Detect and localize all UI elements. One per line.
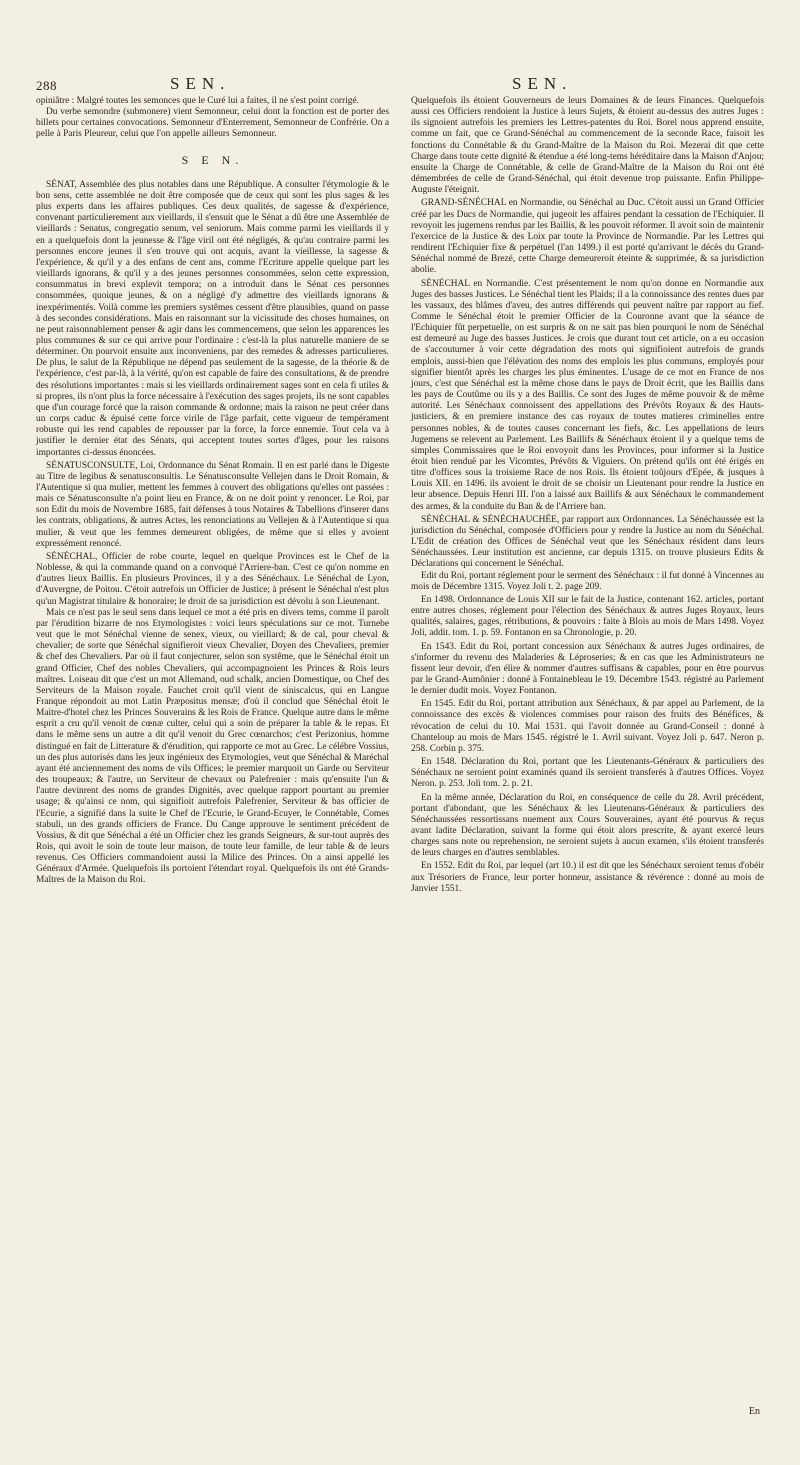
ordinance-1545: En 1545. Edit du Roi, portant attribution aux Sénéchaux, & par appel au Parlement, de la connoissance des excès & violences commises pour raison des fruits des Bénéfices, & révocation de celui du 10. Mai 1531. qui l'avoit donnée au Grand-Conseil : donné à Chanteloup au mois de Mars 1545. régistré le 1. Avril suivant. Voyez Joli p. 647. Neron p. 258. Corbin p. 375. <box>411 699 764 754</box>
entry-senechal-normandie: SÉNÉCHAL en Normandie. C'est présentement le nom qu'on donne en Normandie aux Juges des basses Justices. Le Sénéchal tient les Plaids; il a la connoissance des rentes dues par les vassaux, des blâmes d'aveu, des autres différends qui peuvent naître par rapport au fief. Comme le Sénéchal étoit le premier Officier de la Couronne avant que la séance de l'Echiquier fût perpetuelle, on est surpris & on ne sait pas bien pourquoi le nom de Sénéchal est demeuré au Juge des basses Justices. Je crois que durant tout cet article, on a eu occasion de s'accoutumer à voir cette dégradation des mots qui signifioient autrefois de grands emplois, aussi-bien que l'élévation des noms des emplois les plus communs, employés pour signifier bientôt après les charges les plus éminentes. L'usage de ce mot en France de nos jours, c'est que Sénéchal est la même chose dans le pays de Droit écrit, que les Baillis dans les pays de Coutûme ou ils y a des Baillis. Ce sont des Juges de même pouvoir & de même autorité. Les Sénéchaux connoissent des appellations des Prévôts Royaux & des Hauts-justiciers, & en premiere instance des cas royaux de toutes matieres criminelles entre personnes nobles, & de toutes causes concernant les fiefs, &c. Les appellations de leurs Jugemens se relevent au Parlement. Les Baillifs & Sénéchaux étoient il y a quelque tems de simples Commissaires que le Roi envoyoit dans les Provinces, pour informer si la Justice étoit bien renduë par les Vicomtes, Prévôts & Viguiers. On prétend qu'ils ont été érigés en titre d'offices sous la troisieme Race de nos Rois. Ils étoient toûjours d'Epée, & jusques à Louis XII. en 1496. ils avoient le droit de se choisir un Lieutenant pour rendre la Justice en leur absence. Depuis Henri III. l'on a laissé aux Baillifs & aux Sénéchaux le commandement des armes, & la conduite du Ban & de l'Arriere ban. <box>411 278 764 512</box>
right-column <box>411 96 764 895</box>
running-head-right: SEN. <box>512 74 573 93</box>
section-heading: S E N. <box>181 152 244 167</box>
entry-senat: SÉNAT, Assemblée des plus notables dans une République. A consulter l'étymologie & le bon sens, cette assemblée ne doit être composée que de ceux qui sont les plus sages & les plus experts dans les affaires publiques. Ces deux qualités, de sagesse & d'expérience, convenant particulierement aux vieillards, il s'ensuit que le Sénat a dû être une Assemblée de vieillards : Senatus, congregatio senum, vel seniorum. Mais comme parmi les vieillards il y en a quelquefois dont la jeunesse & l'âge viril ont été négligés, & qu'au contraire parmi les personnes encore jeunes il s'en trouve qui ont acquis, avant la vieillesse, la sagesse & l'expérience, & qu'il y a des enfans de cent ans, comme l'Ecriture appelle quelque part les vieillards ignorans, & qu'il y a des jeunes personnes consommées, selon cette expression, consummatus in brevi explevit tempora; on a introduit dans le Sénat ces personnes consommées, quoique jeunes, & on a négligé d'y admettre des vieillards ignorans & inexpérimentés. Voilà comme les premiers systêmes cessent d'être plausibles, quand on passe à des secondes considérations. Mais en raisonnant sur la vicissitude des choses humaines, on ne peut raisonnablement penser & agir dans les commencemens, que selon les apparences les plus communes & sur ce qui arrive pour l'ordinaire : c'est-là la plus naturelle maniere de se déterminer. On pourvoit ensuite aux inconveniens, par des remedes & adresses particulieres. De plus, le salut de la République ne dépend pas seulement de la sagesse, de la théorie & de l'expérience, c'est par-là, à la vérité, qu'on est capable de faire des consultations, & de prendre des résolutions importantes : mais si les vieillards ordinairement sages sont en cela fi utiles & si propres, ils n'ont plus la force nécessaire à l'exécution des sages projets, ils ne sont capables que d'un courage forcé que la raison commande & ordonne; mais la raison ne peut créer dans un corps caduc & épuisé cette force virile de l'âge parfait, cette vigueur de tempérament robuste qui les rend capables de repousser par la force, la force ennemie. Tout cela va à justifier le dernier état des Sénats, qui acceptent toutes sortes d'âges, pour les raisons importantes ci-dessus énoncées. <box>36 179 389 458</box>
entry-senechal-etymology: Mais ce n'est pas le seul sens dans lequel ce mot a été pris en divers tems, comme il paroît par l'érudition bizarre de nos Etymologistes : voici leurs spéculations sur ce mot. Turnebe veut que le mot Sénéchal vienne de senex, vieux, ou vieillard; & de cal, pour cheval & chevalier; de sorte que Sénéchal signifieroit vieux Chevalier, Doyen des Chevaliers, premier & chef des Chevaliers. Par où il faut conjecturer, selon son systême, que le Sénéchal étoit un grand Officier, Chef des nobles Chevaliers, qui accompagnoient les Princes & Rois leurs maîtres. Loiseau dit que c'est un mot Allemand, oud schalk, ancien Domestique, ou Chef des Serviteurs de la Maison royale. Fauchet croit qu'il vient de siniscalcus, qui en Langue Franque répondoit au mot Latin Præpositus mensæ; d'où il conclud que Sénéchal étoit le Maitre-d'hotel chez les Princes Souverains & les Rois de France. Quelque autre dans le même esprit a cru qu'il venoit de cœnæ culter, celui qui a soin de préparer la table & le repas. Et dans le même sens un autre a dit qu'il venoit du Grec cœnarchos; c'est Perizonius, homme distingué en fait de Litterature & d'érudition, qui rapporte ce mot au Grec. Le célébre Vossius, un des plus autorisés dans les jeux ingénieux des Etymologies, veut que Sénéchal & Maréchal ayant été anciennement des noms de vils Offices; le premier marquoit un Garde ou Serviteur des troupeaux; & l'autre, un Serviteur de chevaux ou Palefrenier : mais qu'ensuite l'un & l'autre devinrent des noms de grandes Dignités, avec quelque rapport pourtant au premier usage; & qu'ainsi ce nom, qui signifioit autrefois Palefrenier, Serviteur & bas officier de l'Ecurie, a signifié dans la suite le Chef de l'Ecurie, le Grand-Ecuyer, le Connétable, Comes stabuli, un des grands officiers de France. Du Cange approuve le sentiment précédent de Vossius, & dit que Sénéchal a été un Officier chez les grands Seigneurs, & sur-tout auprès des Rois, qui avoit le soin de toute leur maison, de toute leur famille, de leur table & de leurs revenus. Ces Officiers commandoient aussi la Milice des Princes. On a ainsi appellé les Généraux d'Armée. Quelquefois ils portoient l'étendart royal. Quelquefois ils ont été Grands-Maîtres de la Maison du Roi. <box>36 607 389 886</box>
ordinance-1552: En 1552. Edit du Roi, par lequel (art 10.) il est dit que les Sénéchaux seroient tenus d'obéir aux Trésoriers de France, leur porter honneur, assistance & révérence : donné au mois de Janvier 1551. <box>411 861 764 894</box>
ordinance-1498: En 1498. Ordonnance de Louis XII sur le fait de la Justice, contenant 162. articles, portant entre autres choses, réglement pour l'élection des Sénéchaux & autres Juges Royaux, leurs qualités, salaires, gages, rétributions, & pouvoirs : faite à Blois au mois de Mars 1498. Voyez Joli, addit. tom. 1. p. 59. Fontanon en sa Chronologie, p. 20. <box>411 594 764 639</box>
ordinance-1548: En 1548. Déclaration du Roi, portant que les Lieutenants-Généraux & particuliers des Sénéchaux ne seroient point examinés quand ils seroient transferés à d'autres Offices. Voyez Neron. p. 253. Joli tom. 2. p. 21. <box>411 757 764 790</box>
entry-continuation: Quelquefois ils étoient Gouverneurs de leurs Domaines & de leurs Finances. Quelquefois aussi ces Officiers rendoient la Justice à leurs Sujets, & étoient au-dessus des autres Juges : ils signoient autrefois les premiers les Lettres-patentes du Roi. Borel nous apprend ensuite, comme un fait, que ce Grand-Sénéchal au commencement de la seconde Race, faisoit les fonctions du Connétable & du Grand-Maître de la Maison du Roi. Mezerai dit que cette Charge dans toute cette dignité & étendue a été long-tems héréditaire dans la Maison d'Anjou; ensuite la Charge de Connétable, & celle de Grand-Maître de la Maison du Roi ont été démembrées de celle de Grand-Sénéchal, qui étoit devenue trop puissante. Enfin Philippe-Auguste l'éteignit. <box>411 96 764 196</box>
intro-paragraph: opiniâtre : Malgré toutes les semonces que le Curé lui a faites, il ne s'est point corrigé. <box>36 96 359 106</box>
entry-senatusconsulte: SÉNATUSCONSULTE, Loi, Ordonnance du Sénat Romain. Il en est parlé dans le Digeste au Titre de legibus & senatusconsultis. Le Sénatusconsulte Vellejen dans le Droit Romain, & l'Autentique si qua mulier, mettent les femmes à couvert des obligations qu'elles ont passées : mais ce Sénatusconsulte n'a point lieu en France, & on ne doit point y renoncer. Le Roi, par son Edit du mois de Novembre 1685, fait défenses à tous Notaires & Tabellions d'inserer dans les contrats, obligations, & autres Actes, les renonciations au Vellejen & à l'Autentique si qua mulier, & veut que les femmes demeurent obligées, de même que si elles y avoient expressément renoncé. <box>36 460 389 549</box>
intro-paragraph: Du verbe semondre (submonere) vient Semonneur, celui dont la fonction est de porter des billets pour certaines convocations. Semonneur d'Enterrement, Semonneur de Confrérie. On a pelle à Paris Pleureur, celui que l'on appelle ailleurs Semonneur. <box>36 107 389 140</box>
text-columns <box>36 96 764 895</box>
entry-grand-senechal: GRAND-SÉNÉCHAL en Normandie, ou Sénéchal au Duc. C'étoit aussi un Grand Officier créé par les Ducs de Normandie, qui jugeoit les affaires pendant la cessation de l'Echiquier. Il revoyoit les jugemens rendus par les Baillis, & les pouvoit réformer. Il avoit soin de maintenir l'exercice de la Justice & des Loix par toute la Province de Normandie. Par les Lettres qui rendirent l'Echiquier fixe & perpétuel (l'an 1499.) il est porté qu'arrivant le décès du Grand-Sénéchal nommé de Brezé, cette Charge demeureroit éteinte & supprimée, & sa jurisdiction abolie. <box>411 198 764 276</box>
entry-senechal: SÉNÉCHAL, Officier de robe courte, lequel en quelque Provinces est le Chef de la Noblesse, & qui la commande quand on a convoqué l'Arriere-ban. C'est ce qu'on nomme en d'autres lieux Baillis. En plusieurs Provinces, il y a des Sénéchaux. Le Sénéchal de Lyon, d'Auvergne, de Poitou. C'étoit autrefois un Officier de Justice; à présent le Sénéchal n'est plus qu'un Magistrat titulaire & honoraire; le droit de sa jurisdiction est dévolu à son Lieutenant. <box>36 551 389 607</box>
declaration-1548: En la même année, Déclaration du Roi, en conséquence de celle du 28. Avril précédent, portant d'abondant, que les Sénéchaux & les Lieutenans-Généraux & particuliers des Sénéchaussées ressortissans nuement aux Cours Souveraines, ayant été pourvus & reçus avant ladite Déclaration, suivant la forme qui étoit alors prescrite, & ayant exercé leurs charges sans note ou reprehension, ne seroient sujets à aucun examen, s'ils étoient transferés de leurs charges en d'autres semblables. <box>411 792 764 859</box>
ordinance-1315: Edit du Roi, portant réglement pour le serment des Sénéchaux : il fut donné à Vincennes au mois de Décembre 1315. Voyez Joli t. 2. page 209. <box>411 570 764 592</box>
entry-senechaussee: SÉNÉCHAL & SÉNÉCHAUCHÉE, par rapport aux Ordonnances. La Sénéchaussée est la jurisdiction du Sénéchal, composée d'Officiers pour y rendre la Justice au nom du Sénéchal. L'Edit de création des Offices de Sénéchal veut que les Sénéchaux résident dans leurs Sénéchaussées. Leur institution est ancienne, car depuis 1315. on trouve plusieurs Edits & Déclarations qui concernent le Sénéchal. <box>411 514 764 570</box>
page-number: 288 <box>36 78 57 93</box>
catchword: En <box>748 1406 760 1417</box>
running-head-left: SEN. <box>170 74 231 93</box>
left-column <box>36 96 389 895</box>
ordinance-1543: En 1543. Edit du Roi, portant concession aux Sénéchaux & autres Juges ordinaires, de s'informer du revenu des Maladeries & Léproseries; & en cas que les Administrateurs ne fissent leur devoir, d'en élire & nommer d'autres suffisans & capables, pour en être pourvus par le Grand-Aumônier : donné à Fontainebleau le 19. Décembre 1543. régistré au Parlement le dernier dudit mois. Voyez Fontanon. <box>411 641 764 697</box>
